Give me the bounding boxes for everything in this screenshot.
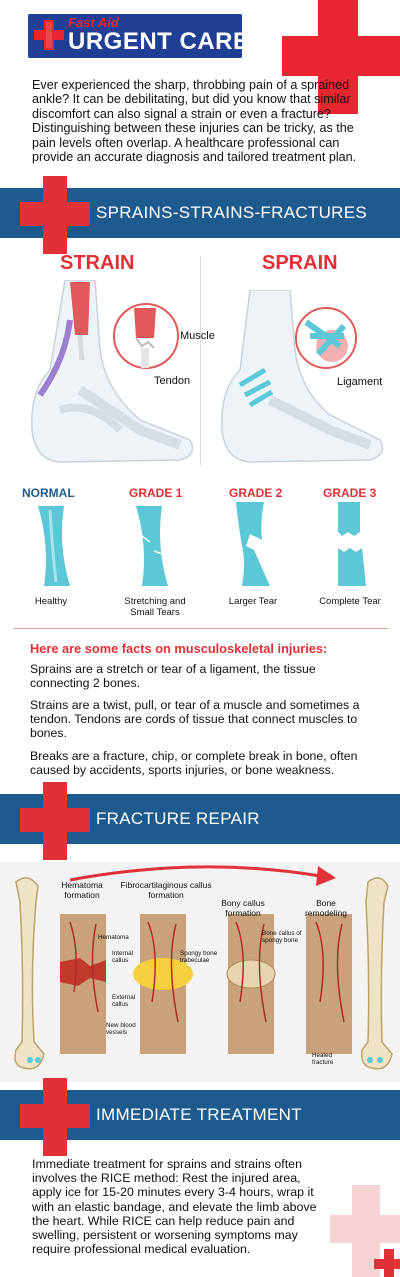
stage-fibrocartilaginous: Fibrocartilaginous callus formation [120, 880, 212, 900]
grade-normal-label: NORMAL [22, 486, 75, 500]
banner-cross-icon [20, 782, 90, 860]
stage-bony-callus: Bony callus formation [221, 898, 265, 918]
fact-strains: Strains are a twist, pull, or tear of a muscle and sometimes a tendon. Tendons are cords of tissue that connect muscles to bones. [30, 698, 360, 740]
logo-title: URGENT CARE [68, 28, 250, 55]
tendon-label: Tendon [154, 375, 191, 387]
label-healed-fracture: Healed fracture [312, 1052, 334, 1066]
caption-grade1: Stretching and Small Tears [124, 596, 186, 618]
strain-zoom-circle [112, 302, 180, 370]
stage-hematoma: Hematoma formation [61, 880, 103, 900]
label-internal-callus: Internal callus [112, 950, 134, 964]
tendon-grade3-illustration [330, 502, 370, 586]
column-divider [200, 256, 201, 466]
banner-cross-icon [20, 176, 90, 254]
banner-cross-icon [20, 1078, 90, 1156]
strain-heading: STRAIN [60, 252, 135, 274]
caption-healthy: Healthy [34, 596, 68, 607]
section-title-treatment: IMMEDIATE TREATMENT [96, 1105, 302, 1124]
caption-grade2: Larger Tear [228, 596, 278, 607]
faded-cross-icon [330, 1185, 400, 1277]
label-external-callus: External callus [112, 994, 136, 1008]
label-blood-vessels: New blood vessels [106, 1022, 136, 1036]
section-title-fracture: FRACTURE REPAIR [96, 809, 260, 828]
treatment-paragraph: Immediate treatment for sprains and strains often involves the RICE method: Rest the injured area, apply ice for 15-20 minutes every 3-4 hours, wrap it with an elastic bandage, and elevate the limb above the heart. While RICE can help reduce pain and swelling, persistent or worsening symptoms may require professional medical evaluation. [32, 1157, 317, 1257]
fact-breaks: Breaks are a fracture, chip, or complete break in bone, often caused by accidents, sports injuries, or bone weakness. [30, 749, 358, 777]
fact-sprains: Sprains are a stretch or tear of a ligament, the tissue connecting 2 bones. [30, 662, 316, 690]
label-bone-callus: Bone callus of spongy bone [262, 930, 302, 944]
sprain-heading: SPRAIN [262, 252, 338, 274]
sprain-zoom-circle [294, 306, 358, 370]
tendon-grade1-illustration [132, 506, 172, 586]
section-divider [14, 628, 388, 629]
grade-2-label: GRADE 2 [229, 486, 283, 500]
logo-cross-icon [34, 19, 64, 51]
label-hematoma: Hematoma [98, 934, 129, 941]
section-title-sprains: SPRAINS-STRAINS-FRACTURES [96, 203, 368, 222]
muscle-label: Muscle [180, 330, 215, 342]
label-spongy-bone: Spongy bone trabeculae [180, 950, 218, 964]
grade-1-label: GRADE 1 [129, 486, 183, 500]
tendon-grade2-illustration [232, 502, 276, 586]
stage-remodeling: Bone remodeling [304, 898, 348, 918]
tendon-healthy-illustration [34, 506, 74, 586]
grade-3-label: GRADE 3 [323, 486, 377, 500]
intro-paragraph: Ever experienced the sharp, throbbing pain of a sprained ankle? It can be debilitating, but did you know that similar discomfort can also signal a strain or even a fracture? Distinguishing between these injuries can be tricky, as the pain levels often overlap. A healthcare professional can provide an accurate diagnosis and tailored treatment plan. [32, 78, 357, 165]
logo-tagline: Fast Aid [68, 15, 119, 30]
ligament-label: Ligament [337, 376, 383, 388]
caption-grade3: Complete Tear [319, 596, 381, 607]
facts-heading: Here are some facts on musculoskeletal injuries: [30, 641, 328, 656]
